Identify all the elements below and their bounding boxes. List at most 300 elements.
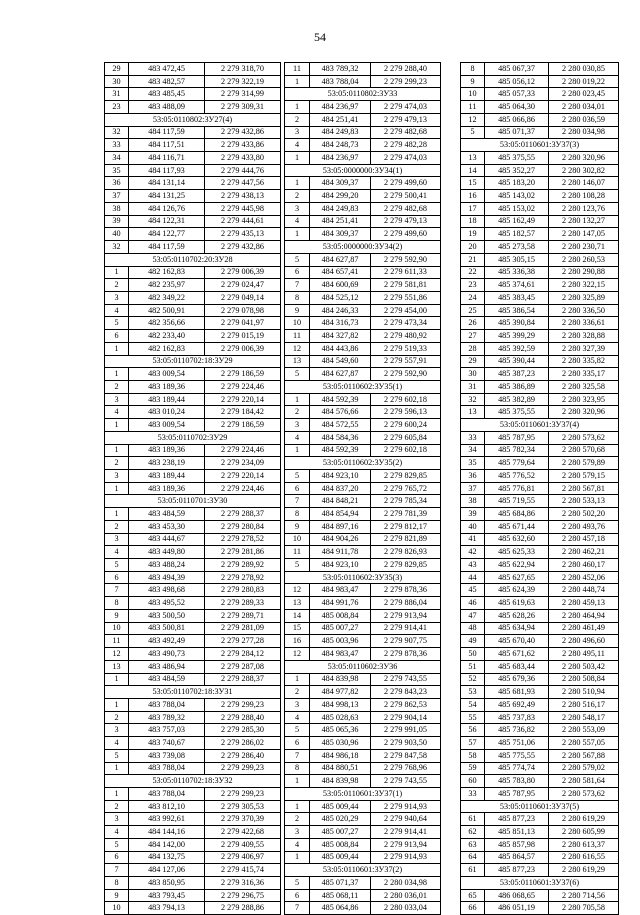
y-coordinate: 2 279 940,64 — [371, 813, 441, 826]
point-number: 28 — [461, 342, 485, 355]
point-number: 4 — [105, 546, 129, 559]
y-coordinate: 2 279 432,86 — [205, 241, 281, 254]
y-coordinate: 2 279 041,97 — [205, 317, 281, 330]
x-coordinate: 485 066,86 — [485, 113, 549, 126]
x-coordinate: 484 854,94 — [310, 508, 371, 521]
point-number: 53 — [461, 686, 485, 699]
table-row — [105, 508, 281, 521]
y-coordinate: 2 279 299,23 — [205, 698, 281, 711]
point-number: 11 — [105, 635, 129, 648]
table-row — [105, 304, 281, 317]
point-number: 5 — [105, 749, 129, 762]
point-number: 25 — [461, 304, 485, 317]
y-coordinate: 2 279 280,84 — [205, 520, 281, 533]
point-number: 58 — [461, 749, 485, 762]
x-coordinate: 484 549,60 — [310, 355, 371, 368]
x-coordinate: 483 495,52 — [129, 597, 205, 610]
table-row — [285, 113, 441, 126]
y-coordinate: 2 279 277,28 — [205, 635, 281, 648]
point-number: 1 — [105, 266, 129, 279]
table-row — [461, 648, 619, 661]
section-header-row — [285, 660, 441, 673]
point-number: 7 — [285, 902, 310, 915]
table-row — [105, 482, 281, 495]
x-coordinate: 485 628,26 — [485, 609, 549, 622]
table-row — [285, 291, 441, 304]
point-number: 15 — [285, 622, 310, 635]
y-coordinate: 2 280 605,99 — [549, 826, 619, 839]
point-number: 20 — [461, 241, 485, 254]
point-number: 6 — [285, 889, 310, 902]
x-coordinate: 484 116,71 — [129, 152, 205, 165]
point-number: 35 — [461, 457, 485, 470]
table-row — [105, 571, 281, 584]
point-number: 36 — [461, 470, 485, 483]
table-row — [285, 253, 441, 266]
y-coordinate: 2 279 220,14 — [205, 393, 281, 406]
point-number: 5 — [285, 470, 310, 483]
point-number: 12 — [285, 342, 310, 355]
y-coordinate: 2 279 415,74 — [205, 864, 281, 877]
point-number: 4 — [285, 838, 310, 851]
y-coordinate: 2 279 551,86 — [371, 291, 441, 304]
y-coordinate: 2 279 904,14 — [371, 711, 441, 724]
x-coordinate: 484 249,83 — [310, 202, 371, 215]
x-coordinate: 485 399,29 — [485, 330, 549, 343]
point-number: 13 — [461, 406, 485, 419]
y-coordinate: 2 279 281,09 — [205, 622, 281, 635]
point-number: 51 — [461, 660, 485, 673]
y-coordinate: 2 280 533,13 — [549, 495, 619, 508]
table-row — [105, 813, 281, 826]
x-coordinate: 485 183,20 — [485, 177, 549, 190]
point-number: 62 — [461, 826, 485, 839]
table-row — [461, 826, 619, 839]
y-coordinate: 2 280 510,94 — [549, 686, 619, 699]
x-coordinate: 485 030,96 — [310, 737, 371, 750]
point-number: 11 — [461, 101, 485, 114]
x-coordinate: 483 494,39 — [129, 571, 205, 584]
coordinates-table-2 — [284, 62, 441, 915]
table-row — [285, 609, 441, 622]
table-row — [461, 902, 619, 915]
x-coordinate: 484 144,16 — [129, 826, 205, 839]
point-number: 54 — [461, 698, 485, 711]
point-number: 41 — [461, 533, 485, 546]
point-number: 45 — [461, 584, 485, 597]
table-row — [105, 342, 281, 355]
y-coordinate: 2 279 829,85 — [371, 470, 441, 483]
x-coordinate: 484 983,47 — [310, 584, 371, 597]
y-coordinate: 2 279 309,31 — [205, 101, 281, 114]
table-row — [105, 380, 281, 393]
point-number: 1 — [105, 444, 129, 457]
point-number: 10 — [285, 317, 310, 330]
y-coordinate: 2 279 289,71 — [205, 609, 281, 622]
x-coordinate: 485 153,02 — [485, 202, 549, 215]
point-number: 14 — [461, 164, 485, 177]
y-coordinate: 2 279 299,23 — [371, 75, 441, 88]
x-coordinate: 485 877,23 — [485, 813, 549, 826]
y-coordinate: 2 279 184,42 — [205, 406, 281, 419]
table-row — [461, 368, 619, 381]
y-coordinate: 2 279 519,33 — [371, 342, 441, 355]
x-coordinate: 484 248,73 — [310, 139, 371, 152]
table-row — [105, 520, 281, 533]
y-coordinate: 2 280 619,29 — [549, 813, 619, 826]
point-number: 57 — [461, 737, 485, 750]
point-number: 10 — [105, 902, 129, 915]
x-coordinate: 486 068,65 — [485, 889, 549, 902]
point-number: 1 — [285, 775, 310, 788]
cadastral-number: 53:05:0110601:3У37(5) — [461, 800, 619, 813]
y-coordinate: 2 279 768,96 — [371, 762, 441, 775]
section-header-row — [105, 495, 281, 508]
table-row — [105, 228, 281, 241]
y-coordinate: 2 279 743,55 — [371, 775, 441, 788]
table-row — [285, 635, 441, 648]
point-number: 38 — [105, 202, 129, 215]
y-coordinate: 2 279 438,13 — [205, 190, 281, 203]
table-row — [285, 190, 441, 203]
x-coordinate: 484 132,75 — [129, 851, 205, 864]
y-coordinate: 2 279 596,13 — [371, 406, 441, 419]
section-header-row — [105, 113, 281, 126]
y-coordinate: 2 280 320,96 — [549, 406, 619, 419]
point-number: 5 — [461, 126, 485, 139]
y-coordinate: 2 279 433,80 — [205, 152, 281, 165]
y-coordinate: 2 280 557,05 — [549, 737, 619, 750]
point-number: 23 — [461, 279, 485, 292]
y-coordinate: 2 279 447,56 — [205, 177, 281, 190]
table-row — [105, 877, 281, 890]
point-number: 2 — [285, 406, 310, 419]
table-row — [285, 431, 441, 444]
y-coordinate: 2 279 878,36 — [371, 584, 441, 597]
y-coordinate: 2 280 567,88 — [549, 749, 619, 762]
point-number: 9 — [105, 889, 129, 902]
x-coordinate: 483 189,44 — [129, 470, 205, 483]
point-number: 34 — [105, 152, 129, 165]
table-row — [285, 546, 441, 559]
y-coordinate: 2 279 409,55 — [205, 838, 281, 851]
section-header-row — [105, 686, 281, 699]
x-coordinate: 485 719,55 — [485, 495, 549, 508]
table-row — [461, 444, 619, 457]
point-number: 6 — [285, 737, 310, 750]
table-row — [461, 63, 619, 76]
point-number: 1 — [105, 482, 129, 495]
y-coordinate: 2 280 335,17 — [549, 368, 619, 381]
table-row — [461, 559, 619, 572]
x-coordinate: 484 251,41 — [310, 113, 371, 126]
table-row — [285, 813, 441, 826]
y-coordinate: 2 279 743,55 — [371, 673, 441, 686]
y-coordinate: 2 279 406,97 — [205, 851, 281, 864]
point-number: 9 — [285, 520, 310, 533]
y-coordinate: 2 279 224,46 — [205, 482, 281, 495]
table-row — [461, 737, 619, 750]
table-row — [461, 253, 619, 266]
point-number: 8 — [285, 762, 310, 775]
x-coordinate: 485 671,62 — [485, 648, 549, 661]
y-coordinate: 2 279 914,41 — [371, 826, 441, 839]
table-row — [461, 520, 619, 533]
y-coordinate: 2 279 914,93 — [371, 800, 441, 813]
point-number: 1 — [105, 342, 129, 355]
y-coordinate: 2 279 289,33 — [205, 597, 281, 610]
x-coordinate: 485 273,58 — [485, 241, 549, 254]
x-coordinate: 484 911,78 — [310, 546, 371, 559]
section-header-row — [105, 775, 281, 788]
table-row — [461, 126, 619, 139]
section-header-row — [105, 253, 281, 266]
y-coordinate: 2 279 015,19 — [205, 330, 281, 343]
x-coordinate: 483 189,36 — [129, 482, 205, 495]
y-coordinate: 2 279 914,93 — [371, 851, 441, 864]
x-coordinate: 485 679,36 — [485, 673, 549, 686]
y-coordinate: 2 280 464,94 — [549, 609, 619, 622]
table-row — [285, 152, 441, 165]
table-row — [105, 393, 281, 406]
table-row — [105, 152, 281, 165]
y-coordinate: 2 280 448,74 — [549, 584, 619, 597]
y-coordinate: 2 280 322,15 — [549, 279, 619, 292]
table-row — [461, 838, 619, 851]
x-coordinate: 484 839,98 — [310, 673, 371, 686]
point-number: 9 — [105, 609, 129, 622]
x-coordinate: 485 008,84 — [310, 609, 371, 622]
point-number: 3 — [105, 813, 129, 826]
y-coordinate: 2 280 553,09 — [549, 724, 619, 737]
point-number: 4 — [105, 737, 129, 750]
point-number: 1 — [285, 228, 310, 241]
y-coordinate: 2 279 314,99 — [205, 88, 281, 101]
point-number: 31 — [105, 88, 129, 101]
point-number: 1 — [105, 419, 129, 432]
table-row — [105, 800, 281, 813]
point-number: 7 — [285, 749, 310, 762]
x-coordinate: 484 117,93 — [129, 164, 205, 177]
point-number: 12 — [285, 584, 310, 597]
table-row — [285, 202, 441, 215]
table-row — [461, 686, 619, 699]
y-coordinate: 2 279 049,14 — [205, 291, 281, 304]
table-row — [461, 342, 619, 355]
table-row — [105, 851, 281, 864]
point-number: 3 — [105, 393, 129, 406]
x-coordinate: 483 793,45 — [129, 889, 205, 902]
x-coordinate: 484 309,37 — [310, 228, 371, 241]
point-number: 6 — [105, 571, 129, 584]
x-coordinate: 483 482,57 — [129, 75, 205, 88]
x-coordinate: 483 488,09 — [129, 101, 205, 114]
x-coordinate: 485 382,89 — [485, 393, 549, 406]
table-row — [285, 342, 441, 355]
point-number: 30 — [105, 75, 129, 88]
x-coordinate: 483 500,81 — [129, 622, 205, 635]
x-coordinate: 483 789,32 — [129, 711, 205, 724]
table-row — [105, 762, 281, 775]
point-number: 4 — [285, 711, 310, 724]
point-number: 38 — [461, 495, 485, 508]
point-number: 32 — [105, 241, 129, 254]
table-row — [105, 749, 281, 762]
table-row — [285, 648, 441, 661]
cadastral-number: 53:05:0110601:3У37(1) — [285, 787, 441, 800]
x-coordinate: 485 007,27 — [310, 622, 371, 635]
point-number: 1 — [285, 444, 310, 457]
y-coordinate: 2 279 602,18 — [371, 444, 441, 457]
x-coordinate: 485 162,49 — [485, 215, 549, 228]
x-coordinate: 483 812,10 — [129, 800, 205, 813]
point-number: 13 — [285, 597, 310, 610]
cadastral-number: 53:05:0110602:3У35(3) — [285, 571, 441, 584]
table-row — [285, 559, 441, 572]
table-row — [461, 279, 619, 292]
table-row — [285, 470, 441, 483]
table-row — [461, 228, 619, 241]
y-coordinate: 2 279 278,52 — [205, 533, 281, 546]
table-row — [461, 202, 619, 215]
point-number: 1 — [105, 673, 129, 686]
y-coordinate: 2 279 422,68 — [205, 826, 281, 839]
point-number: 26 — [461, 317, 485, 330]
y-coordinate: 2 280 516,17 — [549, 698, 619, 711]
table-row — [105, 202, 281, 215]
y-coordinate: 2 280 705,58 — [549, 902, 619, 915]
table-row — [285, 279, 441, 292]
y-coordinate: 2 280 023,45 — [549, 88, 619, 101]
point-number: 6 — [105, 851, 129, 864]
y-coordinate: 2 280 034,98 — [371, 877, 441, 890]
table-row — [461, 495, 619, 508]
cadastral-number: 53:05:0110702:18:3У29 — [105, 355, 281, 368]
y-coordinate: 2 279 862,53 — [371, 698, 441, 711]
point-number: 5 — [285, 368, 310, 381]
table-row — [105, 101, 281, 114]
y-coordinate: 2 279 907,75 — [371, 635, 441, 648]
x-coordinate: 485 775,55 — [485, 749, 549, 762]
table-row — [105, 546, 281, 559]
y-coordinate: 2 280 461,49 — [549, 622, 619, 635]
section-header-row — [285, 241, 441, 254]
point-number: 47 — [461, 609, 485, 622]
table-row — [285, 584, 441, 597]
table-row — [461, 609, 619, 622]
page-number: 54 — [314, 30, 326, 44]
point-number: 24 — [461, 291, 485, 304]
x-coordinate: 484 991,76 — [310, 597, 371, 610]
x-coordinate: 485 305,15 — [485, 253, 549, 266]
x-coordinate: 484 839,98 — [310, 775, 371, 788]
point-number: 19 — [461, 228, 485, 241]
table-row — [285, 177, 441, 190]
table-row — [105, 889, 281, 902]
point-number: 31 — [461, 380, 485, 393]
section-header-row — [461, 419, 619, 432]
point-number: 8 — [285, 508, 310, 521]
x-coordinate: 485 622,94 — [485, 559, 549, 572]
y-coordinate: 2 280 548,17 — [549, 711, 619, 724]
table-row — [285, 775, 441, 788]
y-coordinate: 2 279 318,70 — [205, 63, 281, 76]
y-coordinate: 2 279 186,59 — [205, 368, 281, 381]
y-coordinate: 2 280 290,88 — [549, 266, 619, 279]
y-coordinate: 2 279 592,90 — [371, 253, 441, 266]
table-row — [285, 902, 441, 915]
table-row — [285, 749, 441, 762]
table-row — [461, 813, 619, 826]
table-row — [285, 597, 441, 610]
point-number: 2 — [105, 800, 129, 813]
x-coordinate: 483 490,73 — [129, 648, 205, 661]
table-row — [461, 177, 619, 190]
y-coordinate: 2 279 600,24 — [371, 419, 441, 432]
table-row — [285, 698, 441, 711]
y-coordinate: 2 280 230,71 — [549, 241, 619, 254]
x-coordinate: 483 500,50 — [129, 609, 205, 622]
x-coordinate: 485 064,86 — [310, 902, 371, 915]
table-row — [105, 470, 281, 483]
cadastral-number: 53:05:0110702:20:3У28 — [105, 253, 281, 266]
y-coordinate: 2 279 278,92 — [205, 571, 281, 584]
y-coordinate: 2 279 592,90 — [371, 368, 441, 381]
x-coordinate: 484 251,41 — [310, 215, 371, 228]
point-number: 61 — [461, 864, 485, 877]
y-coordinate: 2 279 322,19 — [205, 75, 281, 88]
y-coordinate: 2 279 289,92 — [205, 559, 281, 572]
point-number: 3 — [285, 826, 310, 839]
section-header-row — [105, 355, 281, 368]
point-number: 3 — [285, 698, 310, 711]
table-row — [285, 622, 441, 635]
table-row — [285, 673, 441, 686]
x-coordinate: 484 122,77 — [129, 228, 205, 241]
y-coordinate: 2 280 579,89 — [549, 457, 619, 470]
y-coordinate: 2 279 078,98 — [205, 304, 281, 317]
point-number: 59 — [461, 762, 485, 775]
x-coordinate: 485 007,27 — [310, 826, 371, 839]
point-number: 63 — [461, 838, 485, 851]
y-coordinate: 2 280 579,15 — [549, 470, 619, 483]
x-coordinate: 485 684,86 — [485, 508, 549, 521]
point-number: 6 — [285, 482, 310, 495]
point-number: 4 — [105, 406, 129, 419]
table-row — [105, 724, 281, 737]
y-coordinate: 2 280 260,53 — [549, 253, 619, 266]
x-coordinate: 485 374,61 — [485, 279, 549, 292]
point-number: 4 — [285, 139, 310, 152]
y-coordinate: 2 280 493,76 — [549, 520, 619, 533]
point-number: 60 — [461, 775, 485, 788]
y-coordinate: 2 280 579,02 — [549, 762, 619, 775]
table-row — [105, 75, 281, 88]
table-row — [105, 317, 281, 330]
point-number: 34 — [461, 444, 485, 457]
x-coordinate: 483 484,59 — [129, 673, 205, 686]
y-coordinate: 2 279 186,59 — [205, 419, 281, 432]
point-number: 33 — [105, 139, 129, 152]
y-coordinate: 2 279 299,23 — [205, 762, 281, 775]
x-coordinate: 485 067,37 — [485, 63, 549, 76]
point-number: 27 — [461, 330, 485, 343]
x-coordinate: 483 788,04 — [129, 762, 205, 775]
x-coordinate: 485 736,82 — [485, 724, 549, 737]
point-number: 1 — [285, 851, 310, 864]
y-coordinate: 2 279 454,00 — [371, 304, 441, 317]
y-coordinate: 2 279 781,39 — [371, 508, 441, 521]
